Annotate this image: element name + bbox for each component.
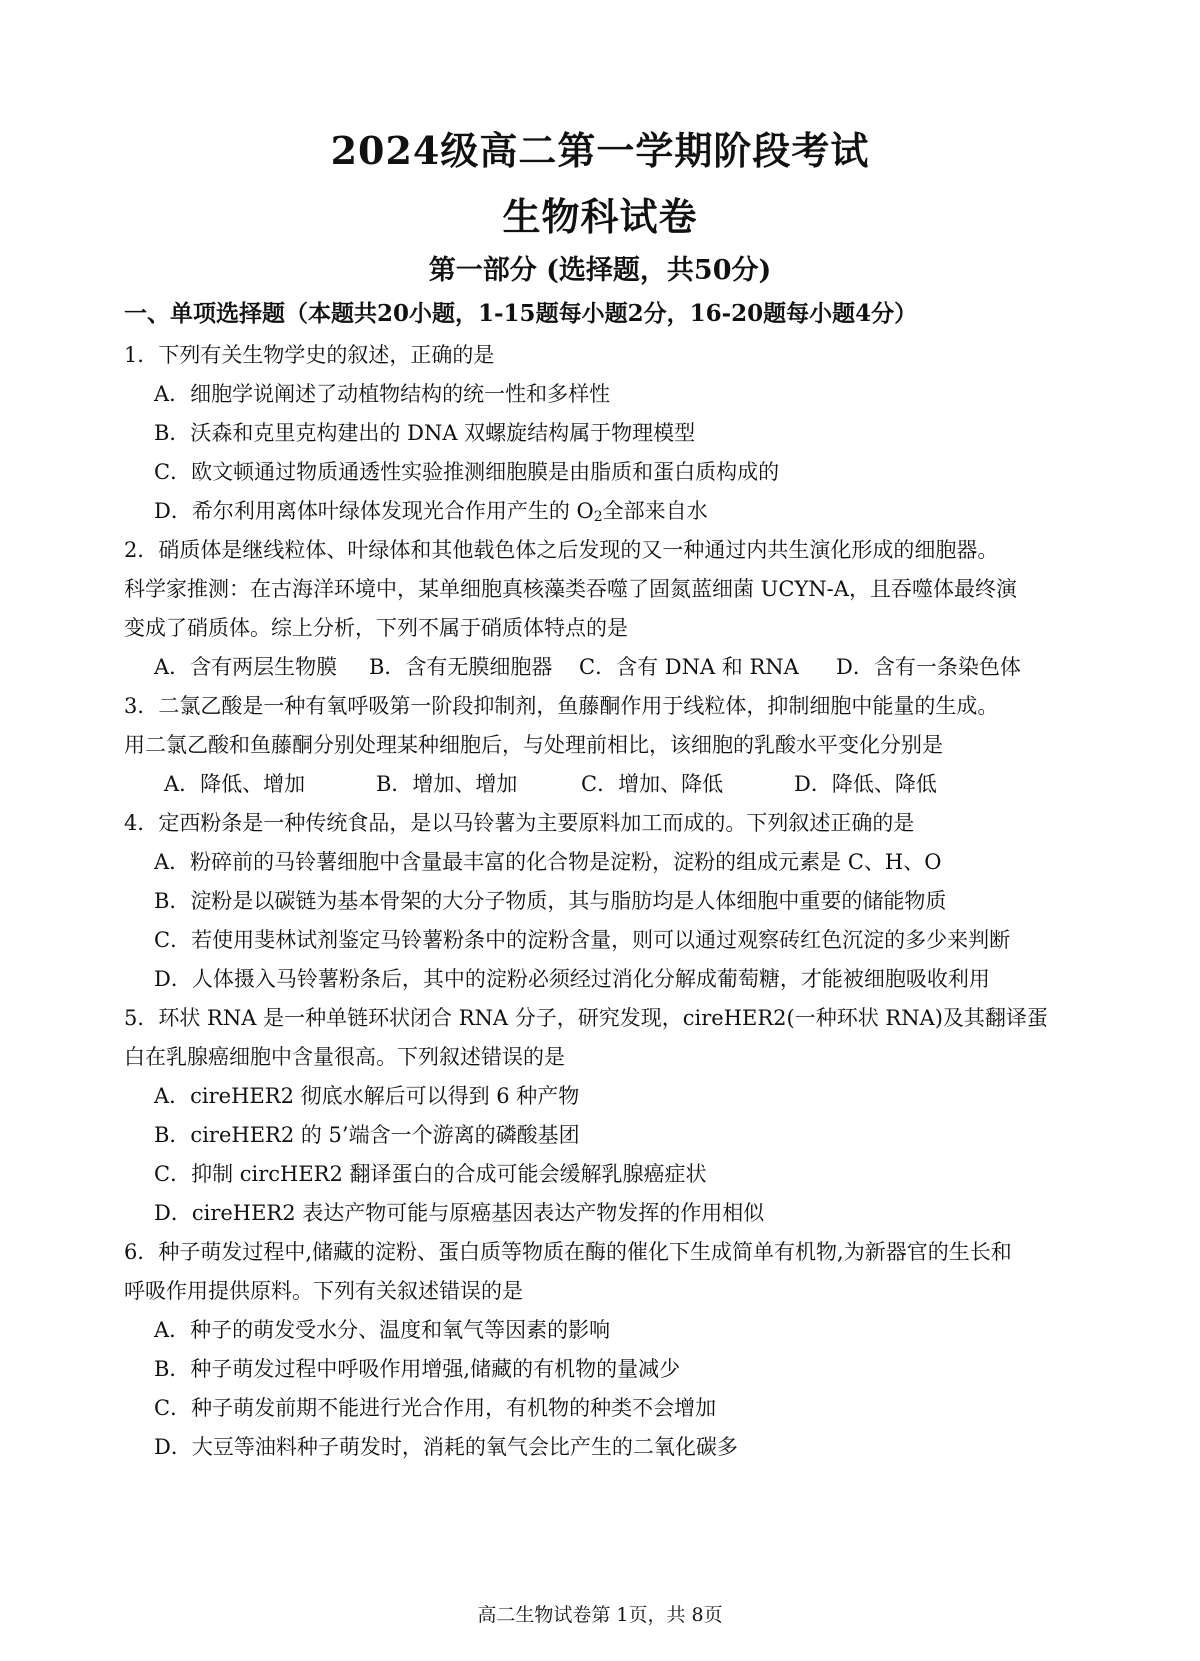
question-1-stem: 1．下列有关生物学史的叙述，正确的是 (124, 343, 495, 367)
question-6-stem-line1: 6．种子萌发过程中,储藏的淀粉、蛋白质等物质在酶的催化下生成简单有机物,为新器官的生长和 (124, 1240, 1012, 1264)
question-5-stem-line1: 5．环状 RNA 是一种单链环状闭合 RNA 分子，研究发现，cireHER2(一种环状 RNA)及其翻译蛋 (124, 1006, 1048, 1030)
subscript-2: 2 (593, 509, 603, 525)
section-heading: 一、单项选择题（本题共20小题，1-15题每小题2分，16-20题每小题4分） (124, 300, 918, 327)
question-3-option-a: A．降低、增加 (164, 772, 306, 796)
question-3-option-b: B．增加、增加 (376, 772, 518, 796)
question-3-stem-line1: 3．二氯乙酸是一种有氧呼吸第一阶段抑制剂，鱼藤酮作用于线粒体，抑制细胞中能量的生成。 (124, 694, 999, 718)
question-4-option-c: C．若使用斐林试剂鉴定马铃薯粉条中的淀粉含量，则可以通过观察砖红色沉淀的多少来判断 (154, 928, 1011, 952)
question-2-stem-line1: 2．硝质体是继线粒体、叶绿体和其他载色体之后发现的又一种通过内共生演化形成的细胞器。 (124, 538, 999, 562)
question-1-option-b: B．沃森和克里克构建出的 DNA 双螺旋结构属于物理模型 (154, 421, 696, 445)
exam-subtitle: 生物科试卷 (502, 194, 698, 239)
question-4-option-b: B．淀粉是以碳链为基本骨架的大分子物质，其与脂肪均是人体细胞中重要的储能物质 (154, 889, 947, 913)
question-5-option-d: D．cireHER2 表达产物可能与原癌基因表达产物发挥的作用相似 (154, 1201, 765, 1225)
part-heading: 第一部分 (选择题，共50分) (428, 255, 772, 286)
question-1-option-d (154, 494, 708, 528)
question-2-stem-line3: 变成了硝质体。综上分析，下列不属于硝质体特点的是 (124, 616, 628, 640)
option-d-text: D．希尔利用离体叶绿体发现光合作用产生的 O (154, 499, 594, 523)
page-footer: 高二生物试卷第 1页，共 8页 (477, 1604, 723, 1626)
question-3-stem-line2: 用二氯乙酸和鱼藤酮分别处理某种细胞后，与处理前相比，该细胞的乳酸水平变化分别是 (124, 733, 943, 757)
question-5-option-a: A．cireHER2 彻底水解后可以得到 6 种产物 (154, 1084, 580, 1108)
question-6-option-c: C．种子萌发前期不能进行光合作用，有机物的种类不会增加 (154, 1396, 717, 1420)
question-2-option-b: B．含有无膜细胞器 (369, 655, 553, 679)
question-5-option-b: B．cireHER2 的 5’端含一个游离的磷酸基团 (154, 1123, 580, 1147)
question-2-stem-line2: 科学家推测：在古海洋环境中，某单细胞真核藻类吞噬了固氮蓝细菌 UCYN-A，且吞噬体最终演 (124, 577, 1017, 601)
question-4-option-d: D．人体摄入马铃薯粉条后，其中的淀粉必须经过消化分解成葡萄糖，才能被细胞吸收利用 (154, 967, 990, 991)
question-4-stem: 4．定西粉条是一种传统食品，是以马铃薯为主要原料加工而成的。下列叙述正确的是 (124, 811, 915, 835)
question-1-option-c: C．欧文顿通过物质通透性实验推测细胞膜是由脂质和蛋白质构成的 (154, 460, 780, 484)
question-1-option-a: A．细胞学说阐述了动植物结构的统一性和多样性 (154, 382, 611, 406)
question-6-option-b: B．种子萌发过程中呼吸作用增强,储藏的有机物的量减少 (154, 1357, 681, 1381)
question-6-stem-line2: 呼吸作用提供原料。下列有关叙述错误的是 (124, 1279, 523, 1303)
option-d-text-end: 全部来自水 (602, 499, 708, 523)
question-6-option-d: D．大豆等油料种子萌发时，消耗的氧气会比产生的二氧化碳多 (154, 1435, 738, 1459)
question-2-option-c: C．含有 DNA 和 RNA (579, 655, 799, 679)
question-3-option-c: C．增加、降低 (581, 772, 724, 796)
question-2-option-d: D．含有一条染色体 (836, 655, 1021, 679)
question-5-option-c: C．抑制 circHER2 翻译蛋白的合成可能会缓解乳腺癌症状 (154, 1162, 707, 1186)
question-4-option-a: A．粉碎前的马铃薯细胞中含量最丰富的化合物是淀粉，淀粉的组成元素是 C、H、O (154, 850, 942, 874)
question-6-option-a: A．种子的萌发受水分、温度和氧气等因素的影响 (154, 1318, 611, 1342)
question-2-option-a: A．含有两层生物膜 (154, 655, 338, 679)
question-5-stem-line2: 白在乳腺癌细胞中含量很高。下列叙述错误的是 (124, 1045, 565, 1069)
question-3-option-d: D．降低、降低 (794, 772, 937, 796)
exam-title: 2024级高二第一学期阶段考试 (330, 128, 870, 173)
